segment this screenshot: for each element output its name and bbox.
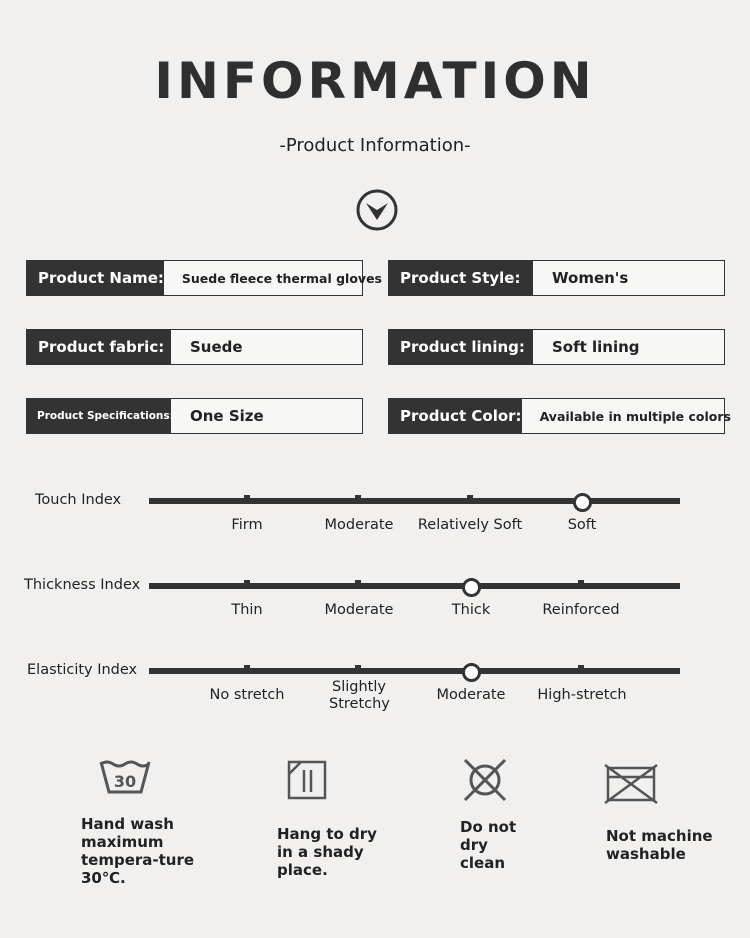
scale-option: Thin [231, 602, 263, 618]
spec-value: Suede [190, 338, 243, 356]
scale-track [149, 668, 680, 674]
scale-track [149, 498, 680, 504]
spec-label: Product Style: [389, 261, 533, 295]
scale-option: Soft [567, 517, 597, 533]
care-no-dry-clean-text: Do not dry clean [460, 818, 517, 872]
scale-marker [462, 578, 481, 597]
scale-tick [355, 580, 361, 586]
scale-option: High-stretch [537, 687, 627, 703]
spec-label: Product Name: [27, 261, 164, 295]
spec-product-lining [388, 329, 725, 365]
spec-product-color [388, 398, 731, 434]
no-machine-wash-icon [604, 764, 658, 804]
spec-product-style [388, 260, 725, 296]
care-hand-wash-text: Hand wash maximum tempera-ture 30℃. [81, 815, 195, 887]
spec-product-specifications [26, 398, 363, 434]
spec-label: Product lining: [389, 330, 533, 364]
spec-label: Product Color: [389, 399, 522, 433]
care-no-machine-wash-text: Not machine washable [606, 827, 713, 863]
scale-option: Moderate [324, 517, 394, 533]
spec-value: Women's [552, 269, 629, 287]
scale-label: Touch Index [35, 492, 122, 508]
hand-wash-30-icon [98, 758, 152, 796]
page-subtitle: -Product Information- [279, 135, 471, 156]
spec-value: Soft lining [552, 338, 640, 356]
scale-option: Relatively Soft [417, 517, 523, 533]
spec-product-fabric [26, 329, 363, 365]
spec-value: Suede fleece thermal gloves [181, 270, 382, 286]
scale-label: Elasticity Index [27, 662, 138, 678]
scale-option: Reinforced [542, 602, 620, 618]
scale-option: Thick [451, 602, 491, 618]
scale-tick [578, 665, 584, 671]
spec-product-name [26, 260, 382, 296]
scale-option: Moderate [324, 602, 394, 618]
scale-tick [355, 495, 361, 501]
spec-label: Product fabric: [27, 330, 171, 364]
scale-tick [355, 665, 361, 671]
scale-marker [462, 663, 481, 682]
scale-option: Slightly Stretchy [329, 679, 390, 712]
scale-option: Firm [231, 517, 263, 533]
shade-dry-icon [287, 760, 327, 800]
scale-label: Thickness Index [24, 577, 141, 593]
spec-value: Available in multiple colors [539, 408, 731, 424]
spec-label: Product Specifications: [27, 399, 171, 433]
scale-track [149, 583, 680, 589]
chevron-down-icon [356, 189, 398, 231]
scale-tick [244, 495, 250, 501]
scale-option: Moderate [436, 687, 506, 703]
scale-tick [244, 580, 250, 586]
no-dry-clean-icon [462, 757, 508, 803]
scale-tick [467, 495, 473, 501]
page-title: INFORMATION [154, 52, 596, 110]
scale-marker [573, 493, 592, 512]
scale-tick [244, 665, 250, 671]
scale-tick [578, 580, 584, 586]
spec-value: One Size [190, 407, 264, 425]
scale-option: No stretch [209, 687, 285, 703]
wash-temp-label: 30 [113, 772, 137, 791]
care-shade-dry-text: Hang to dry in a shady place. [277, 825, 377, 879]
